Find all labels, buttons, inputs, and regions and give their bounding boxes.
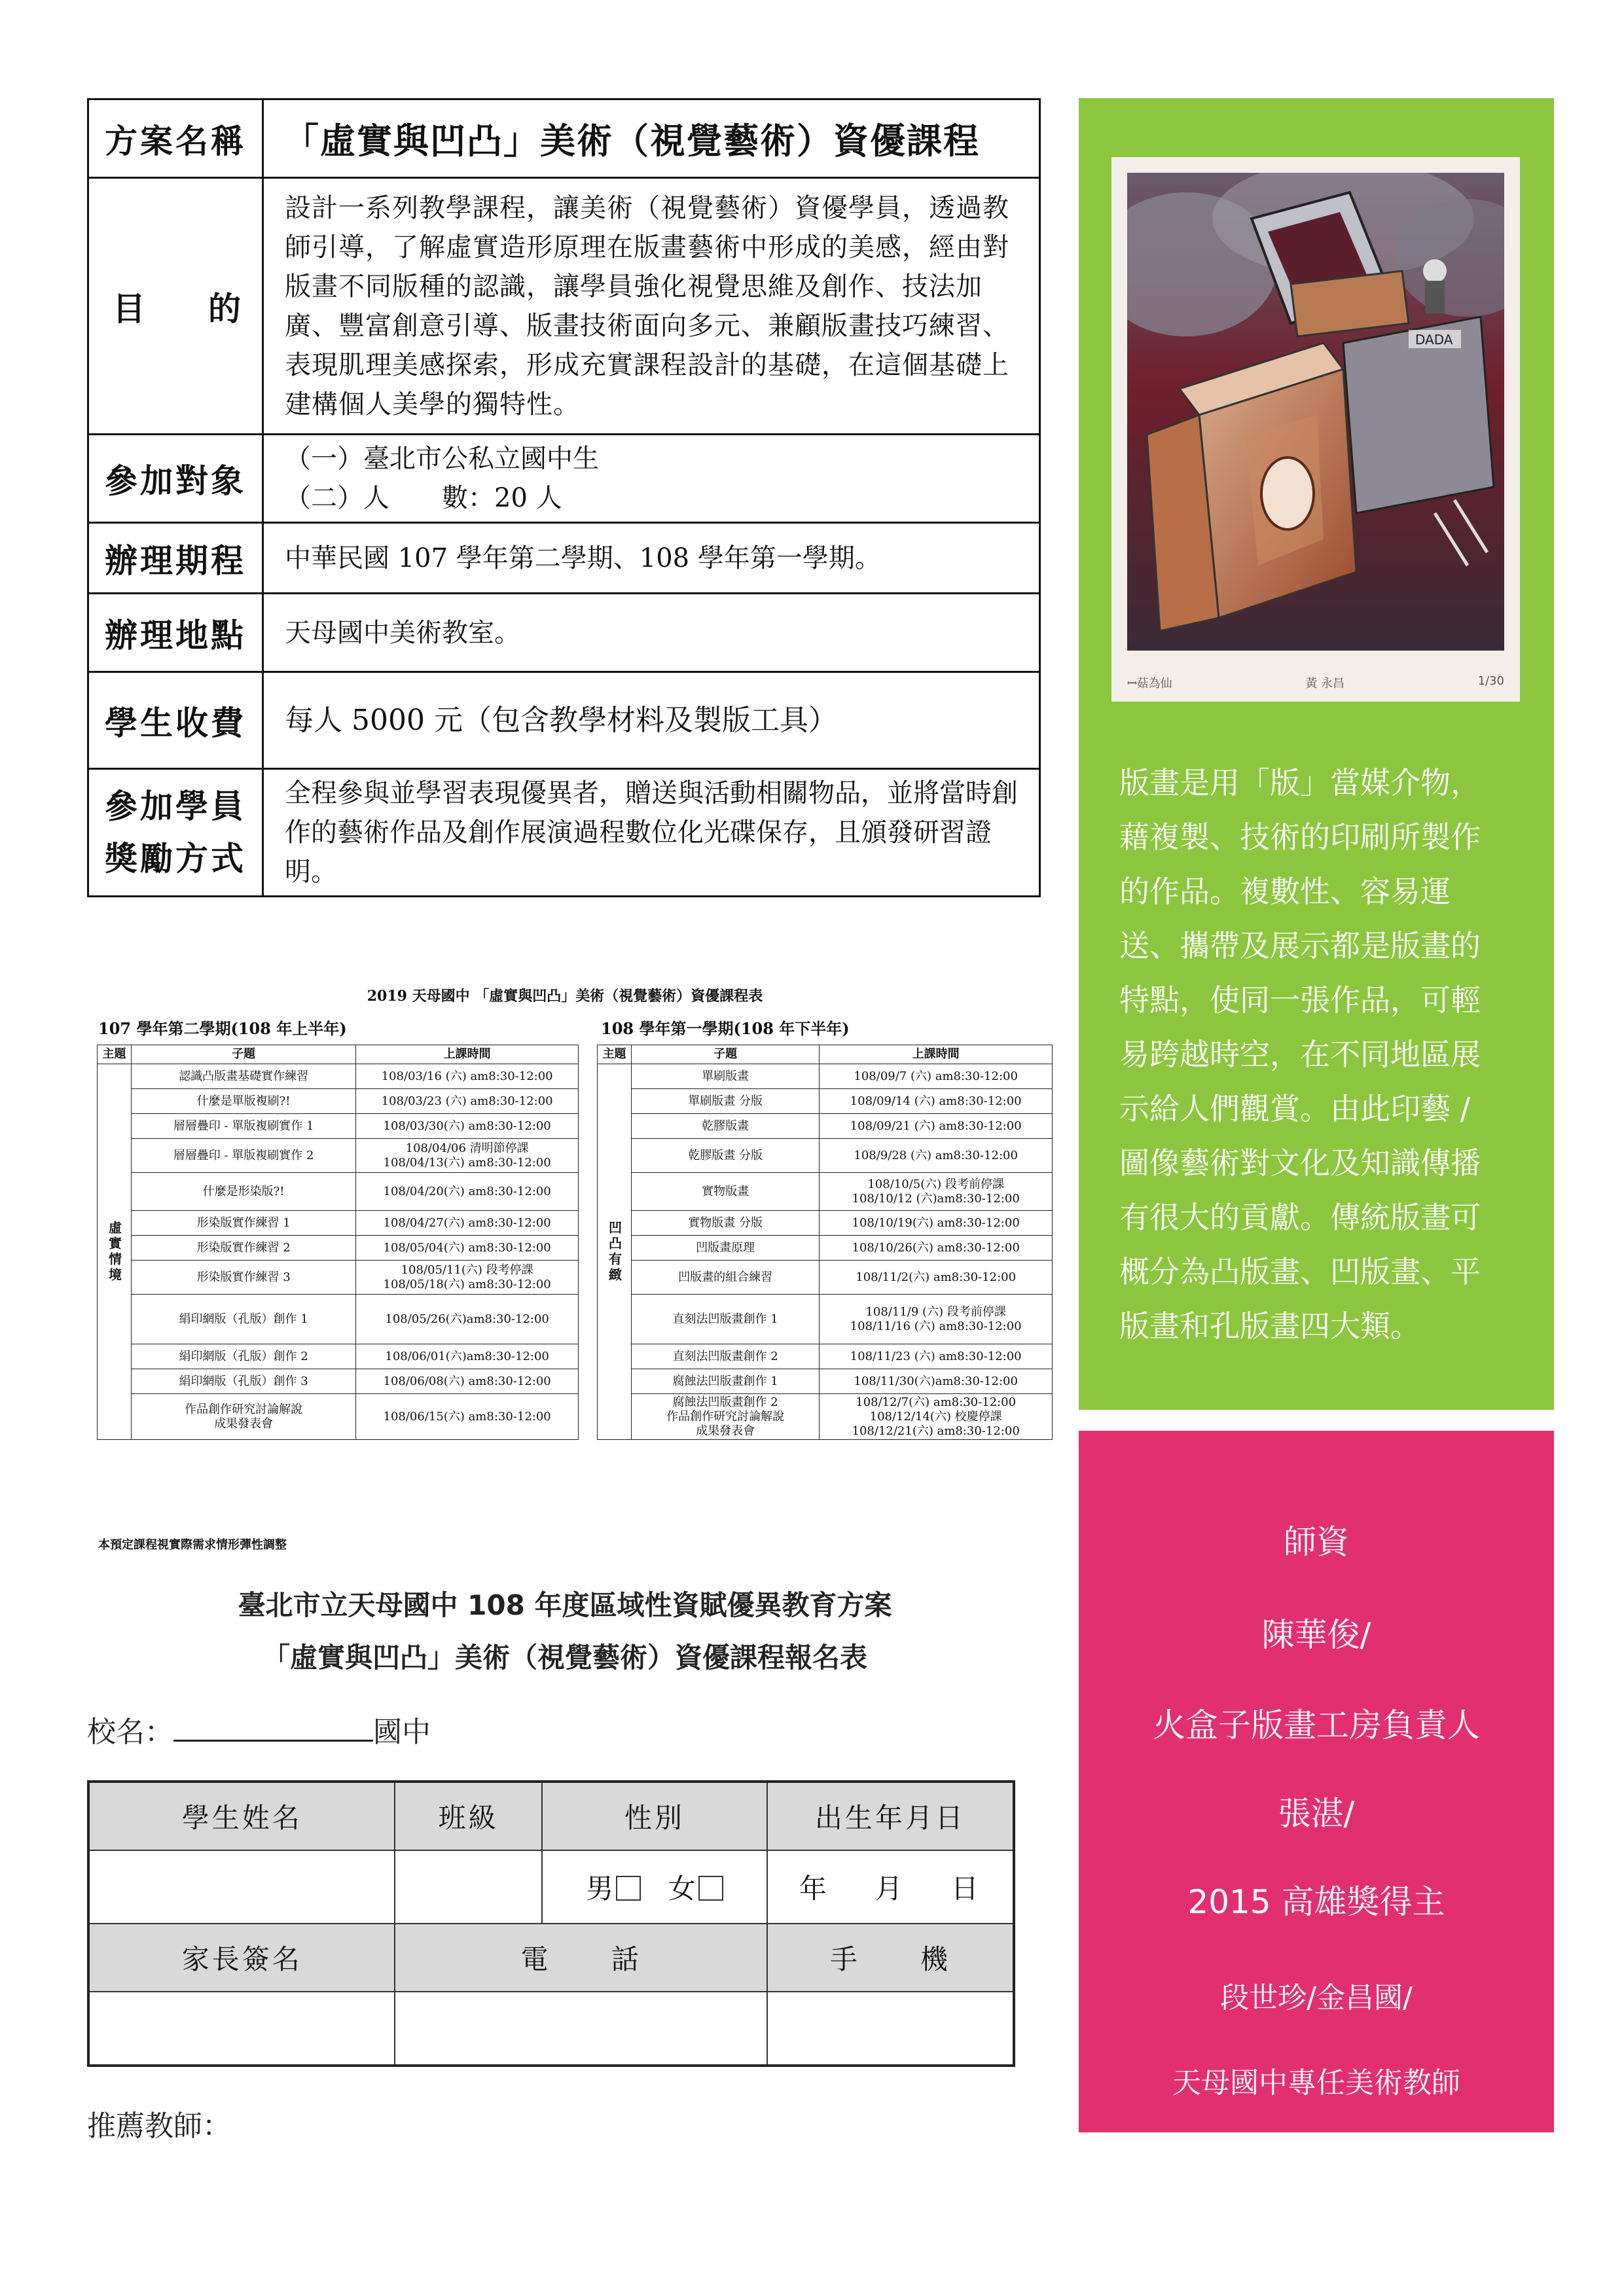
phone-header: 電 話 — [395, 1924, 767, 1992]
schedule-theme: 虛實情境 — [98, 1064, 132, 1440]
schedule-time: 108/11/9 (六) 段考前停課 108/11/16 (六) am8:30-12:00 — [820, 1295, 1053, 1344]
teacher-1-role: 火盒子版畫工房負責人 — [1153, 1706, 1480, 1744]
schedule-row — [598, 1139, 1053, 1173]
schedule-time: 108/06/08(六) am8:30-12:00 — [356, 1369, 579, 1394]
schedule-time: 108/11/23 (六) am8:30-12:00 — [820, 1344, 1053, 1369]
schedule-row — [598, 1173, 1053, 1211]
schedule-time: 108/10/26(六) am8:30-12:00 — [820, 1236, 1053, 1261]
program-name-label: 方案名稱 — [88, 99, 263, 178]
col-time-header: 上課時間 — [820, 1045, 1053, 1064]
registration-title-2: 「虛實與凹凸」美術（視覺藝術）資優課程報名表 — [262, 1641, 867, 1674]
class-cell[interactable] — [395, 1850, 541, 1924]
schedule-time: 108/10/5(六) 段考前停課 108/10/12 (六)am8:30-12:00 — [820, 1173, 1053, 1211]
schedule-row — [598, 1369, 1053, 1394]
schedule-left-heading: 107 學年第二學期(108 年上半年) — [98, 1019, 347, 1038]
male-label: 男 — [586, 1873, 617, 1905]
schedule-topic: 腐蝕法凹版畫創作 1 — [631, 1369, 819, 1394]
schedule-topic: 腐蝕法凹版畫創作 2 作品創作研究討論解說 成果發表會 — [631, 1394, 819, 1440]
student-name-header: 學生姓名 — [88, 1782, 395, 1850]
schedule-row — [98, 1344, 579, 1369]
schedule-time: 108/03/23 (六) am8:30-12:00 — [356, 1089, 579, 1114]
registration-form-table — [87, 1780, 1015, 2067]
col-topic-header: 子題 — [631, 1045, 819, 1064]
schedule-topic: 認識凸版畫基礎實作練習 — [131, 1064, 355, 1089]
period: 中華民國 107 學年第二學期、108 學年第一學期。 — [263, 523, 1040, 594]
fee: 每人 5000 元（包含教學材料及製版工具） — [263, 672, 1040, 769]
schedule-row — [598, 1236, 1053, 1261]
schedule-time: 108/9/28 (六) am8:30-12:00 — [820, 1139, 1053, 1173]
schedule-row — [98, 1261, 579, 1295]
schedule-topic: 形染版實作練習 1 — [131, 1211, 355, 1236]
schedule-time: 108/05/04(六) am8:30-12:00 — [356, 1236, 579, 1261]
schedule-row — [98, 1089, 579, 1114]
schedule-row — [598, 1064, 1053, 1089]
artwork-box-text: DADA — [1415, 332, 1453, 348]
schedule-row — [598, 1089, 1053, 1114]
schedule-time: 108/12/7(六) am8:30-12:00 108/12/14(六) 校慶停課 108/12/21(六) am8:30-12:00 — [820, 1394, 1053, 1440]
schedule-row — [598, 1295, 1053, 1344]
parent-signature-header: 家長簽名 — [88, 1924, 395, 1992]
schedule-time: 108/04/20(六) am8:30-12:00 — [356, 1173, 579, 1211]
schedule-theme: 凹凸有緻 — [598, 1064, 632, 1440]
col-theme-header: 主題 — [598, 1045, 632, 1064]
reward-text: 全程參與並學習表現優異者，贈送與活動相關物品，並將當時創作的藝術作品及創作展演過程數位化光碟保存，且頒發研習證明。 — [263, 769, 1040, 897]
teacher-2-name: 張湛/ — [1278, 1795, 1355, 1833]
female-checkbox[interactable] — [698, 1876, 723, 1901]
schedule-time: 108/03/16 (六) am8:30-12:00 — [356, 1064, 579, 1089]
schedule-topic: 絹印網版（孔版）創作 2 — [131, 1344, 355, 1369]
schedule-topic: 單刷版畫 分版 — [631, 1089, 819, 1114]
printmaking-description: 版畫是用「版」當媒介物， 藉複製、技術的印刷所製作 的作品。複數性、容易運 送、攜帶及展示都是版畫的 特點，使同一張作品，可輕 易跨越時空，在不同地區展 示給人們觀賞。由此印藝 / 圖像藝術對文化及知識傳播 有很大的貢獻。傳統版畫可 概分為凸版畫、凹版畫、平 版畫和孔版畫四大類。 — [1119, 765, 1481, 1344]
schedule-row — [598, 1344, 1053, 1369]
teacher-1-name: 陳華俊/ — [1261, 1616, 1371, 1654]
artwork-caption: ꟷ菇為仙 黃 永昌 1/30 — [1127, 674, 1504, 691]
schedule-row — [98, 1173, 579, 1211]
schedule-topic: 層層疊印 - 單版複刷實作 1 — [131, 1114, 355, 1139]
birthdate-header: 出生年月日 — [767, 1782, 1014, 1850]
school-name-blank[interactable] — [173, 1713, 373, 1742]
schedule-topic: 凹版畫的組合練習 — [631, 1261, 819, 1295]
schedule-row — [598, 1261, 1053, 1295]
participants: （一）臺北市公私立國中生 （二）人 數：20 人 — [263, 435, 1040, 523]
schedule-note: 本預定課程視實際需求情形彈性調整 — [98, 1538, 287, 1552]
location-label: 辦理地點 — [88, 594, 263, 672]
print-artwork-illustration — [1127, 173, 1504, 651]
schedule-time: 108/04/06 清明節停課 108/04/13(六) am8:30-12:00 — [356, 1139, 579, 1173]
schedule-row — [598, 1394, 1053, 1440]
schedule-time: 108/11/30(六)am8:30-12:00 — [820, 1369, 1053, 1394]
purpose-label: 目 的 — [88, 178, 263, 435]
schedule-time: 108/03/30(六) am8:30-12:00 — [356, 1114, 579, 1139]
mobile-cell[interactable] — [767, 1992, 1014, 2066]
schedule-row — [98, 1114, 579, 1139]
schedule-topic: 絹印網版（孔版）創作 1 — [131, 1295, 355, 1344]
schedule-topic: 絹印網版（孔版）創作 3 — [131, 1369, 355, 1394]
phone-cell[interactable] — [395, 1992, 767, 2066]
schedule-row — [98, 1211, 579, 1236]
registration-title-1: 臺北市立天母國中 108 年度區域性資賦優異教育方案 — [238, 1589, 892, 1621]
schedule-topic: 作品創作研究討論解說 成果發表會 — [131, 1394, 355, 1440]
gender-header: 性別 — [542, 1782, 767, 1850]
school-suffix: 國中 — [373, 1715, 431, 1749]
col-theme-header: 主題 — [98, 1045, 132, 1064]
schedule-time: 108/11/2(六) am8:30-12:00 — [820, 1261, 1053, 1295]
schedule-time: 108/05/11(六) 段考停課 108/05/18(六) am8:30-12:00 — [356, 1261, 579, 1295]
birthdate-cell[interactable]: 年 月 日 — [767, 1850, 1014, 1924]
teachers-panel — [1079, 1431, 1554, 2132]
schedule-time: 108/10/19(六) am8:30-12:00 — [820, 1211, 1053, 1236]
schedule-topic: 直刻法凹版畫創作 2 — [631, 1344, 819, 1369]
mobile-header: 手 機 — [767, 1924, 1014, 1992]
artwork-image — [1111, 157, 1520, 702]
schedule-time: 108/05/26(六)am8:30-12:00 — [356, 1295, 579, 1344]
schedule-time: 108/09/21 (六) am8:30-12:00 — [820, 1114, 1053, 1139]
schedule-topic: 什麼是形染版?! — [131, 1173, 355, 1211]
period-label: 辦理期程 — [88, 523, 263, 594]
schedule-topic: 什麼是單版複刷?! — [131, 1089, 355, 1114]
schedule-topic: 實物版畫 — [631, 1173, 819, 1211]
schedule-row — [98, 1369, 579, 1394]
schedule-time: 108/04/27(六) am8:30-12:00 — [356, 1211, 579, 1236]
schedule-topic: 乾膠版畫 分版 — [631, 1139, 819, 1173]
schedule-row — [98, 1394, 579, 1440]
schedule-table-right — [597, 1045, 1053, 1440]
class-header: 班級 — [395, 1782, 541, 1850]
schedule-time: 108/09/7 (六) am8:30-12:00 — [820, 1064, 1053, 1089]
purpose-text: 設計一系列教學課程，讓美術（視覺藝術）資優學員，透過教師引導，了解虛實造形原理在版畫藝術中形成的美感，經由對版畫不同版種的認識，讓學員強化視覺思維及創作、技法加廣、豐富創意引導、版畫技術面向多元、兼顧版畫技巧練習、表現肌理美感探索，形成充實課程設計的基礎，在這個基礎上建構個人美學的獨特性。 — [263, 178, 1040, 435]
teacher-3-name: 段世珍/金昌國/ — [1220, 1981, 1413, 2015]
parent-signature-cell[interactable] — [88, 1992, 395, 2066]
fee-label: 學生收費 — [88, 672, 263, 769]
teacher-2-role: 2015 高雄獎得主 — [1187, 1883, 1445, 1921]
student-name-cell[interactable] — [88, 1850, 395, 1924]
program-name: 「虛實與凹凸」美術（視覺藝術）資優課程 — [263, 99, 1040, 178]
program-info-table — [87, 98, 1041, 897]
schedule-time: 108/09/14 (六) am8:30-12:00 — [820, 1089, 1053, 1114]
schedule-topic: 形染版實作練習 2 — [131, 1236, 355, 1261]
col-topic-header: 子題 — [131, 1045, 355, 1064]
reward-label: 參加學員 獎勵方式 — [88, 769, 263, 897]
schedule-time: 108/06/01(六)am8:30-12:00 — [356, 1344, 579, 1369]
schedule-topic: 直刻法凹版畫創作 1 — [631, 1295, 819, 1344]
schedule-row — [98, 1139, 579, 1173]
schedule-table-left — [97, 1045, 579, 1440]
col-time-header: 上課時間 — [356, 1045, 579, 1064]
schedule-right-heading: 108 學年第一學期(108 年下半年) — [601, 1019, 850, 1038]
schedule-row — [98, 1064, 579, 1089]
schedule-topic: 實物版畫 分版 — [631, 1211, 819, 1236]
schedule-row — [598, 1114, 1053, 1139]
schedule-topic: 形染版實作練習 3 — [131, 1261, 355, 1295]
schedule-row — [98, 1236, 579, 1261]
schedule-row — [98, 1295, 579, 1344]
teacher-3-role: 天母國中專任美術教師 — [1172, 2066, 1460, 2100]
schedule-row — [598, 1211, 1053, 1236]
recommending-teacher-label: 推薦教師： — [87, 2109, 231, 2143]
school-name-field — [87, 1708, 431, 1750]
teachers-heading: 師資 — [1284, 1523, 1349, 1561]
school-prefix: 校名： — [87, 1715, 173, 1749]
schedule-topic: 凹版畫原理 — [631, 1236, 819, 1261]
female-label: 女 — [668, 1873, 698, 1905]
schedule-topic: 層層疊印 - 單版複刷實作 2 — [131, 1139, 355, 1173]
male-checkbox[interactable] — [616, 1876, 641, 1901]
participants-label: 參加對象 — [88, 435, 263, 523]
printmaking-intro-panel — [1079, 98, 1554, 1410]
schedule-title: 2019 天母國中 「虛實與凹凸」美術（視覺藝術）資優課程表 — [367, 988, 763, 1005]
schedule-time: 108/06/15(六) am8:30-12:00 — [356, 1394, 579, 1440]
location: 天母國中美術教室。 — [263, 594, 1040, 672]
schedule-topic: 單刷版畫 — [631, 1064, 819, 1089]
gender-cell — [542, 1850, 767, 1924]
schedule-topic: 乾膠版畫 — [631, 1114, 819, 1139]
